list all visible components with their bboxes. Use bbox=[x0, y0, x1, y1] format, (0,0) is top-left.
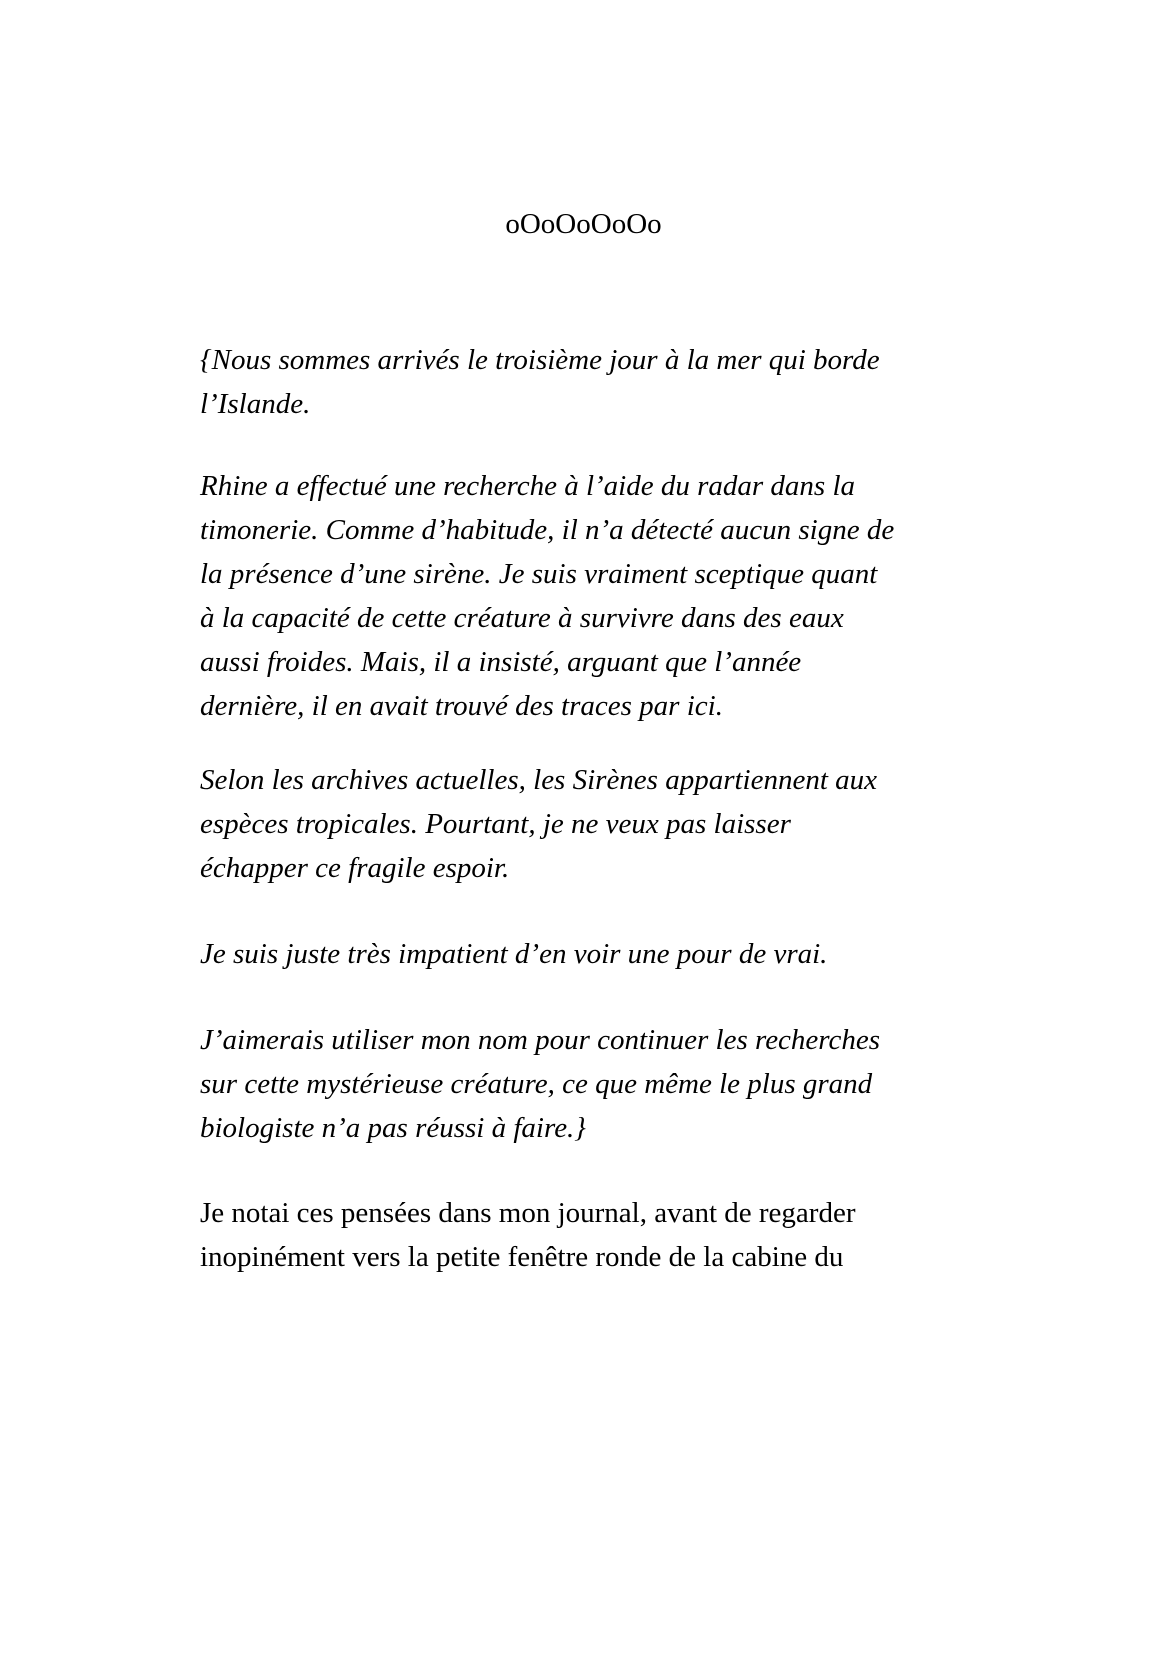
section-separator: oOoOoOoOo bbox=[505, 208, 662, 240]
text-line: Rhine a effectué une recherche à l’aide du radar dans la bbox=[200, 470, 856, 502]
text-line: à la capacité de cette créature à survivre dans des eaux bbox=[200, 602, 844, 634]
text-line: timonerie. Comme d’habitude, il n’a détecté aucun signe de bbox=[200, 514, 895, 546]
text-line: échapper ce fragile espoir. bbox=[200, 852, 510, 884]
narrative-paragraph bbox=[200, 1191, 990, 1279]
journal-paragraph-4 bbox=[200, 932, 990, 976]
text-line: inopinément vers la petite fenêtre ronde de la cabine du bbox=[200, 1241, 844, 1273]
journal-paragraph-2 bbox=[200, 464, 990, 728]
text-line: {Nous sommes arrivés le troisième jour à la mer qui borde bbox=[200, 344, 880, 376]
text-line: sur cette mystérieuse créature, ce que même le plus grand bbox=[200, 1068, 873, 1100]
text-line: Je suis juste très impatient d’en voir une pour de vrai. bbox=[200, 938, 828, 970]
journal-paragraph-3 bbox=[200, 758, 990, 890]
journal-paragraph-1 bbox=[200, 338, 990, 426]
text-line: dernière, il en avait trouvé des traces par ici. bbox=[200, 690, 723, 722]
text-line: aussi froides. Mais, il a insisté, arguant que l’année bbox=[200, 646, 802, 678]
text-line: Selon les archives actuelles, les Sirènes appartiennent aux bbox=[200, 764, 878, 796]
journal-paragraph-5 bbox=[200, 1018, 990, 1150]
text-line: Je notai ces pensées dans mon journal, avant de regarder bbox=[200, 1197, 856, 1229]
text-line: biologiste n’a pas réussi à faire.} bbox=[200, 1112, 586, 1144]
text-line: l’Islande. bbox=[200, 388, 311, 420]
text-line: la présence d’une sirène. Je suis vraiment sceptique quant bbox=[200, 558, 878, 590]
text-line: J’aimerais utiliser mon nom pour continuer les recherches bbox=[200, 1024, 881, 1056]
text-line: espèces tropicales. Pourtant, je ne veux pas laisser bbox=[200, 808, 791, 840]
